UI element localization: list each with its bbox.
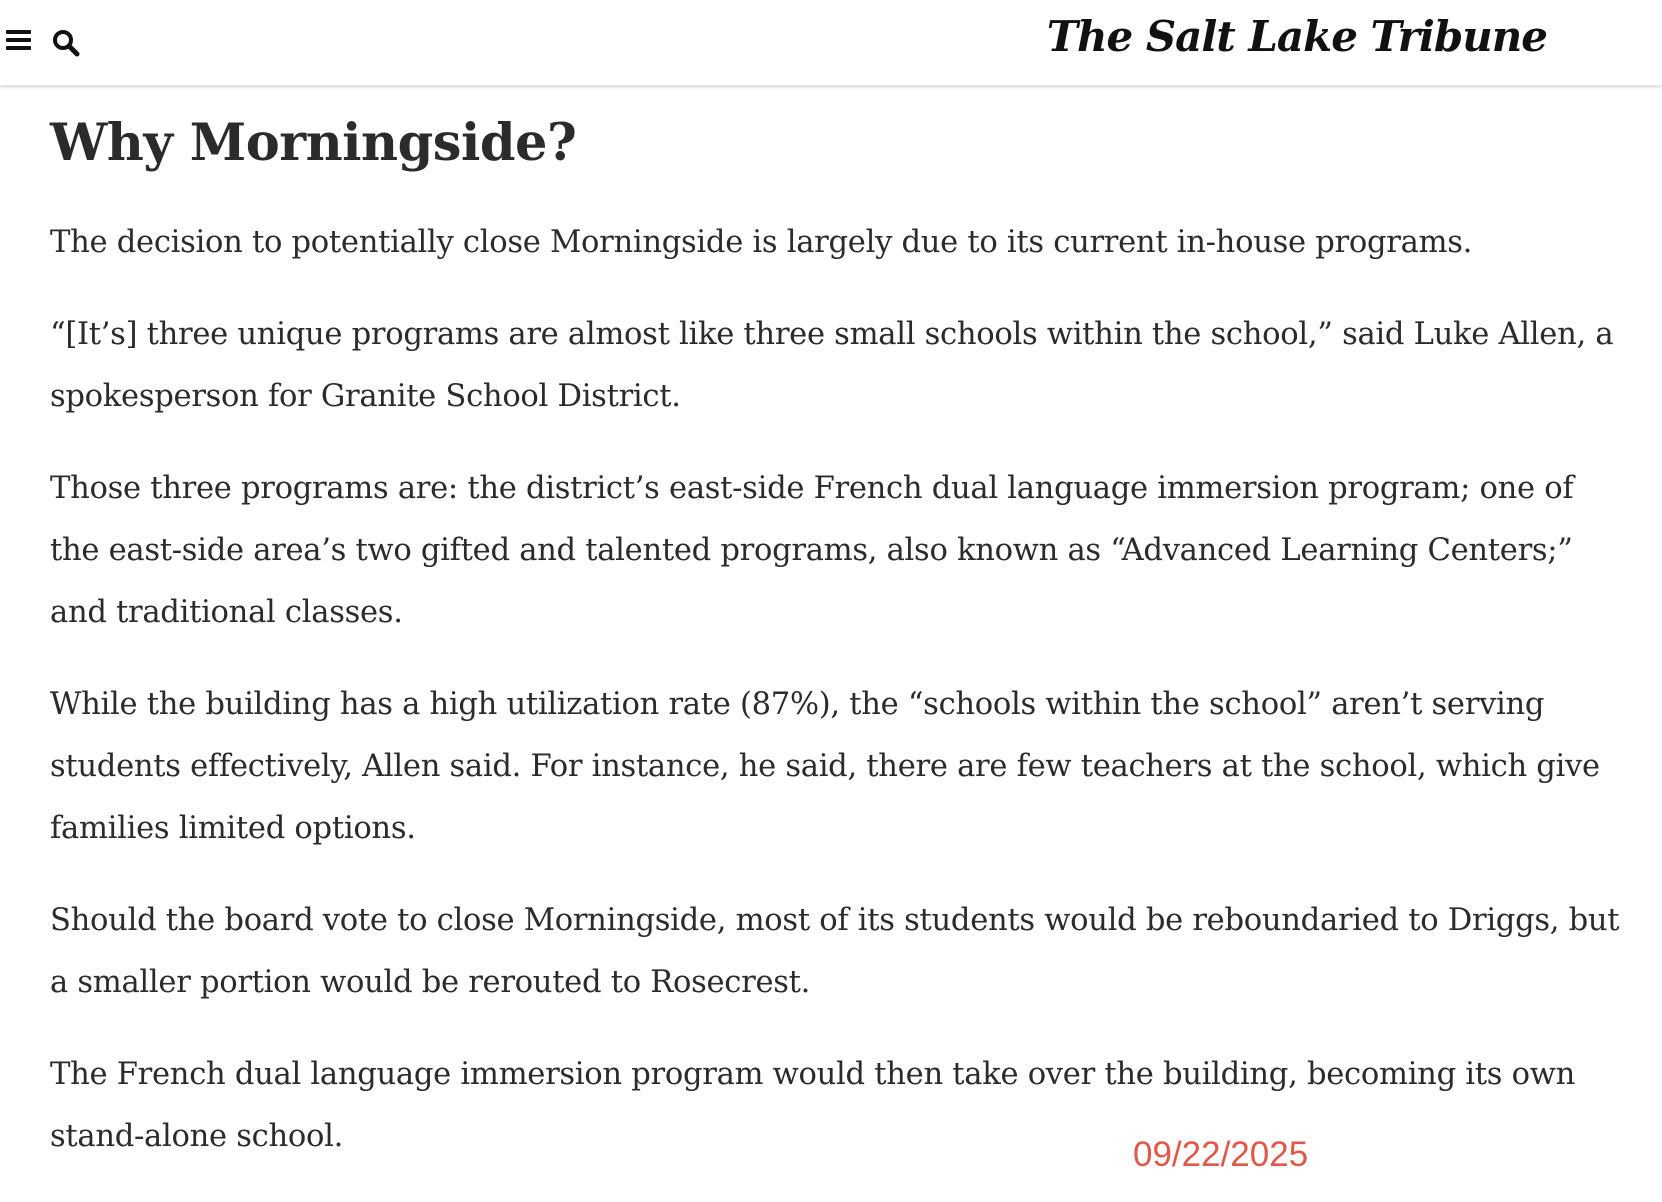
article-paragraph: The decision to potentially close Morningside is largely due to its current in-house programs. [50,225,1473,260]
hamburger-menu-icon[interactable] [6,30,34,52]
article-body [50,110,1620,1198]
article-paragraph: The French dual language immersion program would then take over the building, becoming its own stand-alone school. [50,1057,1576,1154]
site-logo[interactable]: The Salt Lake Tribune [1046,12,1547,61]
date-stamp: 09/22/2025 [1133,1135,1309,1174]
section-heading: Why Morningside? [50,113,577,173]
article-paragraph: “[It’s] three unique programs are almost like three small schools within the school,” said Luke Allen, a spokesperson for Granite School District. [50,317,1614,414]
top-navigation-bar [0,0,1662,86]
article-paragraph: Should the board vote to close Morningside, most of its students would be reboundaried to Driggs, but a smaller portion would be rerouted to Rosecrest. [50,903,1620,1000]
article-paragraph: While the building has a high utilization rate (87%), the “schools within the school” aren’t serving students effectively, Allen said. For instance, he said, there are few teachers at the school, which give families limited options. [50,687,1600,846]
article-paragraph: Those three programs are: the district’s east-side French dual language immersion program; one of the east-side area’s two gifted and talented programs, also known as “Advanced Learning Centers;” and traditional classes. [50,471,1574,630]
search-icon[interactable] [52,29,82,59]
